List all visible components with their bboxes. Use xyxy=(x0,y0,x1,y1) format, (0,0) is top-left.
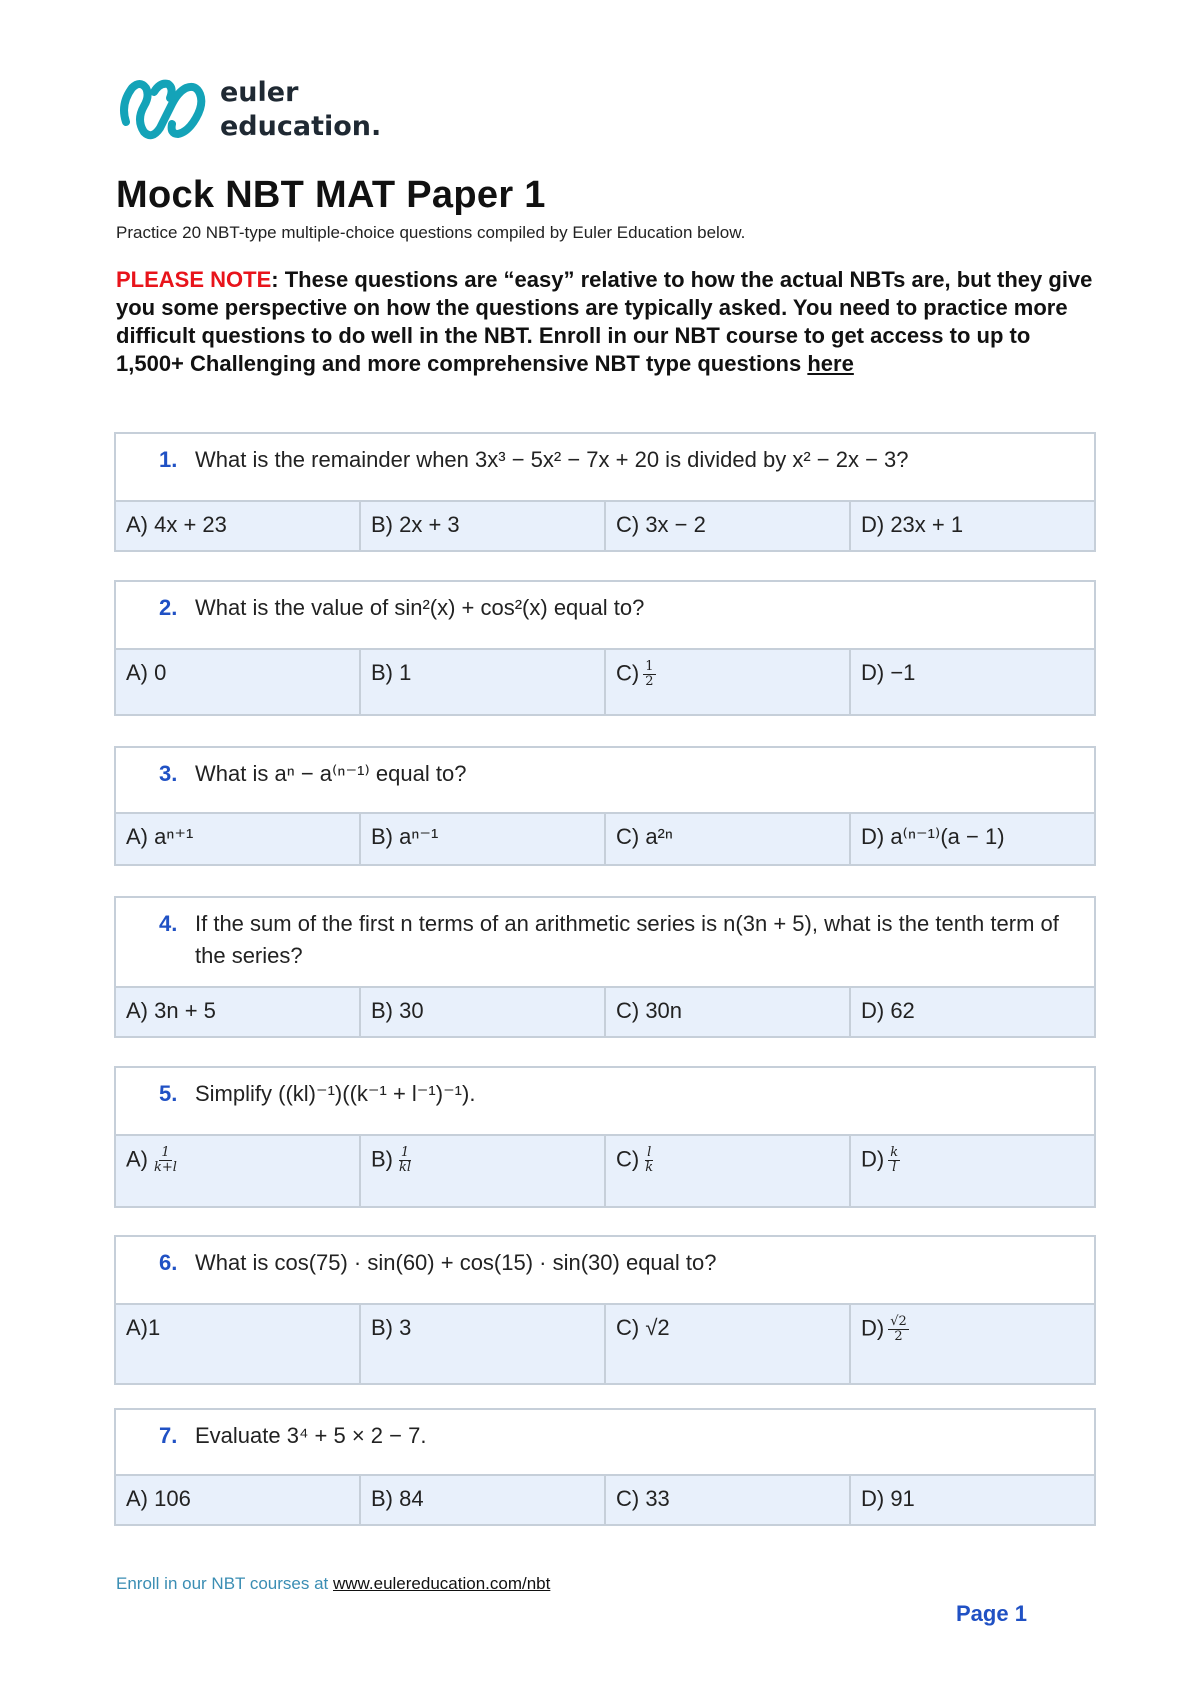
option-label: B) xyxy=(371,1146,393,1172)
option-b[interactable]: B) 1 xyxy=(359,650,604,714)
option-b[interactable]: B) 2x + 3 xyxy=(359,502,604,550)
fraction-denominator: k+l xyxy=(154,1160,177,1175)
question-header xyxy=(116,1410,1094,1476)
fraction xyxy=(888,1315,909,1344)
question-card-7 xyxy=(114,1408,1096,1526)
fraction-denominator: l xyxy=(892,1160,897,1175)
option-a[interactable]: A) aⁿ⁺¹ xyxy=(126,824,194,849)
option-label: C) xyxy=(616,1146,640,1172)
page-title: Mock NBT MAT Paper 1 xyxy=(116,174,546,216)
option-d[interactable] xyxy=(849,1305,1094,1383)
options-row xyxy=(116,988,1094,1036)
question-number: 1. xyxy=(159,447,178,472)
options-row xyxy=(116,1476,1094,1524)
fraction-numerator: √2 xyxy=(890,1314,907,1329)
fraction-numerator: 1 xyxy=(161,1145,170,1160)
question-number: 2. xyxy=(159,595,178,620)
brand-wordmark xyxy=(220,76,381,144)
options-row xyxy=(116,1305,1094,1383)
option-c[interactable]: C) √2 xyxy=(604,1305,849,1383)
notice-label: PLEASE NOTE xyxy=(116,267,272,292)
page-number: Page 1 xyxy=(956,1601,1027,1626)
question-text: What is the value of sin²(x) + cos²(x) equal to? xyxy=(195,595,645,620)
question-card-1 xyxy=(114,432,1096,552)
question-header xyxy=(116,898,1094,988)
option-d[interactable]: D) a⁽ⁿ⁻¹⁾(a − 1) xyxy=(849,814,1094,864)
option-a[interactable] xyxy=(116,1136,359,1206)
question-card-5 xyxy=(114,1066,1096,1208)
option-a[interactable]: A) 4x + 23 xyxy=(126,512,227,537)
question-text: If the sum of the first n terms of an arithmetic series is n(3n + 5), what is the tenth term of the series? xyxy=(195,911,1059,968)
fraction-denominator: k xyxy=(645,1160,654,1175)
options-row xyxy=(116,814,1094,864)
question-number: 4. xyxy=(159,911,178,936)
question-header xyxy=(116,582,1094,650)
page-subtitle: Practice 20 NBT-type multiple-choice questions compiled by Euler Education below. xyxy=(116,223,746,242)
fraction-numerator: k xyxy=(890,1145,899,1160)
option-a[interactable]: A)1 xyxy=(126,1315,161,1340)
option-d[interactable]: D) 91 xyxy=(849,1476,1094,1524)
option-label: D) xyxy=(861,1146,885,1172)
option-c[interactable] xyxy=(604,650,849,714)
option-label: D) xyxy=(861,1315,885,1341)
question-card-6 xyxy=(114,1235,1096,1385)
option-d[interactable] xyxy=(849,1136,1094,1206)
fraction xyxy=(888,1146,900,1175)
question-text: What is cos(75) · sin(60) + cos(15) · sin(30) equal to? xyxy=(195,1250,717,1275)
question-card-2 xyxy=(114,580,1096,716)
footer-enroll xyxy=(116,1574,550,1594)
fraction-numerator: 1 xyxy=(400,1145,410,1160)
option-c[interactable]: C) a²ⁿ xyxy=(604,814,849,864)
fraction xyxy=(152,1146,179,1175)
euler-logo-icon xyxy=(116,74,208,146)
question-text: What is the remainder when 3x³ − 5x² − 7x + 20 is divided by x² − 2x − 3? xyxy=(195,447,909,472)
notice-text: : These questions are “easy” relative to how the actual NBTs are, but they give you some perspective on how the questions are typically asked. You need to practice more difficult questions to do well in the NBT. Enroll in our NBT course to get access to up to 1,500+ Challenging and more comprehensive NBT type questions xyxy=(116,267,1093,376)
question-text: Simplify ((kl)⁻¹)((k⁻¹ + l⁻¹)⁻¹). xyxy=(195,1081,476,1106)
option-label: A) xyxy=(126,1146,148,1172)
question-text: Evaluate 3⁴ + 5 × 2 − 7. xyxy=(195,1423,427,1448)
option-d[interactable]: D) −1 xyxy=(849,650,1094,714)
fraction xyxy=(643,1146,655,1175)
notice-paragraph xyxy=(116,266,1096,378)
option-c[interactable]: C) 33 xyxy=(604,1476,849,1524)
option-b[interactable]: B) 3 xyxy=(359,1305,604,1383)
footer-text: Enroll in our NBT courses at xyxy=(116,1574,333,1593)
option-b[interactable] xyxy=(359,1136,604,1206)
question-number: 6. xyxy=(159,1250,178,1275)
fraction-denominator: 2 xyxy=(645,674,654,689)
question-number: 3. xyxy=(159,761,178,786)
option-d[interactable]: D) 23x + 1 xyxy=(849,502,1094,550)
notice-link[interactable]: here xyxy=(807,351,854,376)
question-number: 7. xyxy=(159,1423,178,1448)
footer-url-link[interactable]: www.eulereducation.com/nbt xyxy=(333,1574,551,1593)
option-b[interactable]: B) 84 xyxy=(359,1476,604,1524)
options-row xyxy=(116,1136,1094,1206)
option-b[interactable]: B) aⁿ⁻¹ xyxy=(359,814,604,864)
fraction-denominator: kl xyxy=(399,1160,412,1175)
question-text: What is aⁿ − a⁽ⁿ⁻¹⁾ equal to? xyxy=(195,761,467,786)
question-header xyxy=(116,434,1094,502)
option-label: C) xyxy=(616,660,640,686)
question-number: 5. xyxy=(159,1081,178,1106)
options-row xyxy=(116,650,1094,714)
question-header xyxy=(116,748,1094,814)
fraction-denominator: 2 xyxy=(894,1329,903,1344)
fraction xyxy=(397,1146,413,1175)
question-header xyxy=(116,1237,1094,1305)
option-c[interactable] xyxy=(604,1136,849,1206)
brand-line2: education. xyxy=(220,111,382,142)
brand-logo xyxy=(116,74,381,146)
question-card-4 xyxy=(114,896,1096,1038)
option-d[interactable]: D) 62 xyxy=(849,988,1094,1036)
option-a[interactable]: A) 3n + 5 xyxy=(126,998,216,1023)
fraction-numerator: 1 xyxy=(645,659,654,674)
options-row xyxy=(116,502,1094,550)
option-a[interactable]: A) 0 xyxy=(126,660,167,685)
option-c[interactable]: C) 3x − 2 xyxy=(604,502,849,550)
question-card-3 xyxy=(114,746,1096,866)
brand-line1: euler xyxy=(220,77,299,108)
fraction xyxy=(643,660,655,689)
option-c[interactable]: C) 30n xyxy=(604,988,849,1036)
fraction-numerator: l xyxy=(647,1145,652,1160)
question-header xyxy=(116,1068,1094,1136)
option-b[interactable]: B) 30 xyxy=(359,988,604,1036)
option-a[interactable]: A) 106 xyxy=(126,1486,191,1511)
